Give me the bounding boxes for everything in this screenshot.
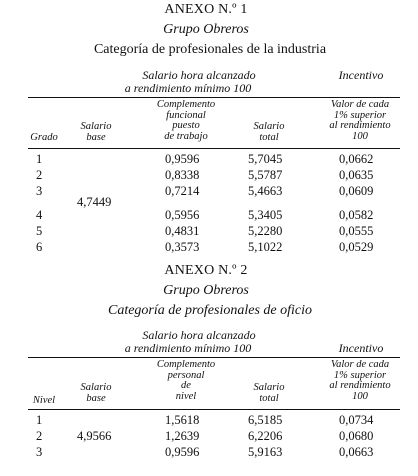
- annex-2-col-total: Salario total: [253, 382, 285, 404]
- annex-2-col-complement: Complemento personal de nivel: [156, 359, 216, 402]
- annex-1-span-header-1: Salario hora alcanzado: [142, 68, 256, 82]
- annex-2-category: Categoría de profesionales de oficio: [107, 303, 313, 318]
- annex-1-col-total: Salario total: [253, 121, 285, 143]
- annex-2-title: ANEXO N.º 2: [164, 263, 248, 278]
- annex-1-incentive-header: Incentivo: [338, 68, 384, 82]
- annex-1-category: Categoría de profesionales de la industria: [93, 42, 327, 57]
- annex-1-col-complement: Complemento funcional puesto de trabajo: [156, 99, 216, 142]
- annex-1-group: Grupo Obreros: [163, 22, 249, 37]
- annex-2-base-salary: 4,9566: [77, 429, 112, 443]
- annex-1-col-incentive: Valor de cada 1% superior al rendimiento 100: [329, 99, 391, 142]
- annex-2-col-base: Salario base: [80, 382, 112, 404]
- annex-1-base-salary: 4,7449: [77, 195, 112, 209]
- annex-1-col-base: Salario base: [80, 121, 112, 143]
- annex-1-header-rule: [28, 97, 400, 98]
- annex-1-title: ANEXO N.º 1: [164, 2, 248, 17]
- annex-2-col-incentive: Valor de cada 1% superior al rendimiento 100: [329, 359, 391, 402]
- annex-2-span-header-1: Salario hora alcanzado: [142, 328, 256, 342]
- annex-2-group: Grupo Obreros: [163, 283, 249, 298]
- annex-2-span-header-2: a rendimiento mínimo 100: [124, 341, 252, 355]
- annex-2-incentive-header: Incentivo: [338, 341, 384, 355]
- annex-1-columns-rule: [28, 148, 400, 149]
- annex-2-columns-rule: [28, 409, 400, 410]
- annex-2-header-rule: [28, 357, 400, 358]
- annex-2-col-level: Nivel: [32, 395, 56, 406]
- annex-1-span-header-2: a rendimiento mínimo 100: [124, 81, 252, 95]
- annex-1-col-level: Grado: [30, 132, 58, 143]
